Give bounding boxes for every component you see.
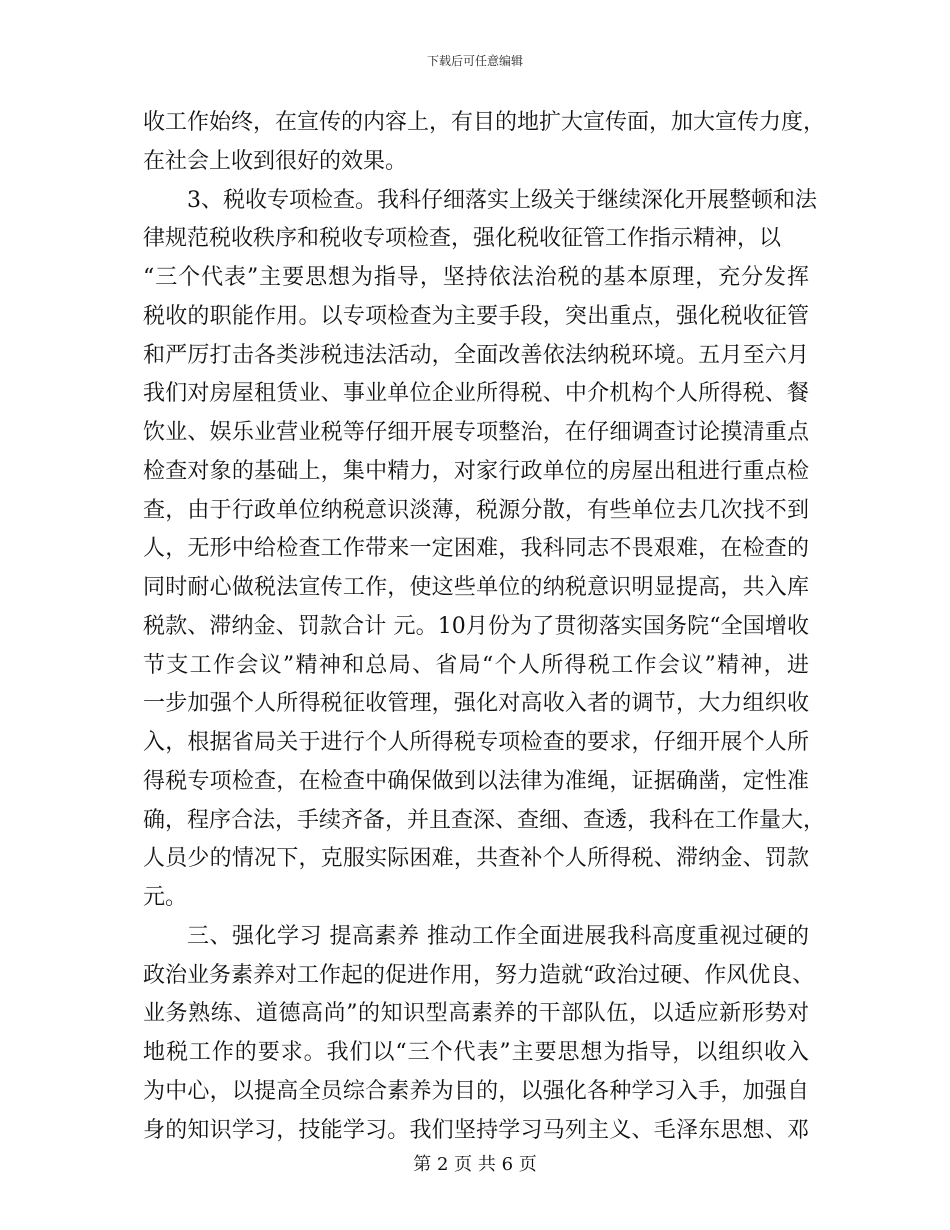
paragraph-line: 饮业、娱乐业营业税等仔细开展专项整治，在仔细调查讨论摸清重点	[143, 420, 809, 445]
paragraph-line: 得税专项检查，在检查中确保做到以法律为准绳，证据确凿，定性准	[143, 768, 809, 794]
paragraph-line: 元。	[143, 885, 188, 910]
paragraph-line: 三、强化学习 提高素养 推动工作全面进展我科高度重视过硬的	[187, 923, 809, 949]
paragraph-line: 身的知识学习，技能学习。我们坚持学习马列主义、毛泽东思想、邓	[143, 1117, 809, 1143]
paragraph-line: 检查对象的基础上，集中精力，对家行政单位的房屋出租进行重点检	[143, 458, 809, 484]
paragraph-line: 确，程序合法，手续齐备，并且查深、查细、查透，我科在工作量大，	[143, 807, 826, 833]
paragraph-line: “三个代表”主要思想为指导，坚持依法治税的基本原理，充分发挥	[143, 265, 809, 290]
paragraph-line: 业务熟练、道德高尚”的知识型高素养的干部队伍，以适应新形势对	[143, 1001, 809, 1027]
page-number-footer: 第 2 页 共 6 页	[413, 1154, 537, 1175]
paragraph-line: 入，根据省局关于进行个人所得税专项检查的要求，仔细开展个人所	[143, 730, 809, 755]
paragraph-line: 为中心，以提高全员综合素养为目的，以强化各种学习入手，加强自	[143, 1078, 809, 1104]
paragraph-line: 人员少的情况下，克服实际困难，共查补个人所得税、滞纳金、罚款	[143, 846, 809, 872]
page-header: 下载后可任意编辑	[426, 54, 523, 68]
paragraph-line: 查，由于行政单位纳税意识淡薄，税源分散，有些单位去几次找不到	[143, 497, 809, 523]
paragraph-line: 收工作始终，在宣传的内容上，有目的地扩大宣传面，加大宣传力度，	[143, 110, 826, 135]
paragraph-line: 同时耐心做税法宣传工作，使这些单位的纳税意识明显提高，共入库	[143, 575, 809, 600]
paragraph-line: 在社会上收到很好的效果。	[143, 148, 408, 174]
paragraph-line: 和严厉打击各类涉税违法活动，全面改善依法纳税环境。五月至六月	[143, 342, 809, 368]
paragraph-line: 3、税收专项检查。我科仔细落实上级关于继续深化开展整顿和法	[187, 187, 817, 213]
document-body	[143, 104, 826, 1150]
paragraph-line: 一步加强个人所得税征收管理，强化对高收入者的调节，大力组织收	[143, 691, 809, 717]
paragraph-line: 地税工作的要求。我们以“三个代表”主要思想为指导，以组织收入	[143, 1040, 809, 1065]
paragraph-line: 税收的职能作用。以专项检查为主要手段，突出重点，强化税收征管	[143, 303, 809, 329]
paragraph-line: 人，无形中给检查工作带来一定困难，我科同志不畏艰难，在检查的	[143, 536, 809, 562]
paragraph-line: 我们对房屋租赁业、事业单位企业所得税、中介机构个人所得税、餐	[143, 381, 809, 407]
paragraph-line: 节支工作会议”精神和总局、省局“个人所得税工作会议”精神，进	[143, 652, 809, 678]
paragraph-line: 税款、滞纳金、罚款合计 元。10月份为了贯彻落实国务院“全国增收	[143, 613, 809, 639]
paragraph-line: 政治业务素养对工作起的促进作用，努力造就“政治过硬、作风优良、	[143, 962, 815, 988]
paragraph-line: 律规范税收秩序和税收专项检查，强化税收征管工作指示精神，以	[143, 226, 782, 252]
